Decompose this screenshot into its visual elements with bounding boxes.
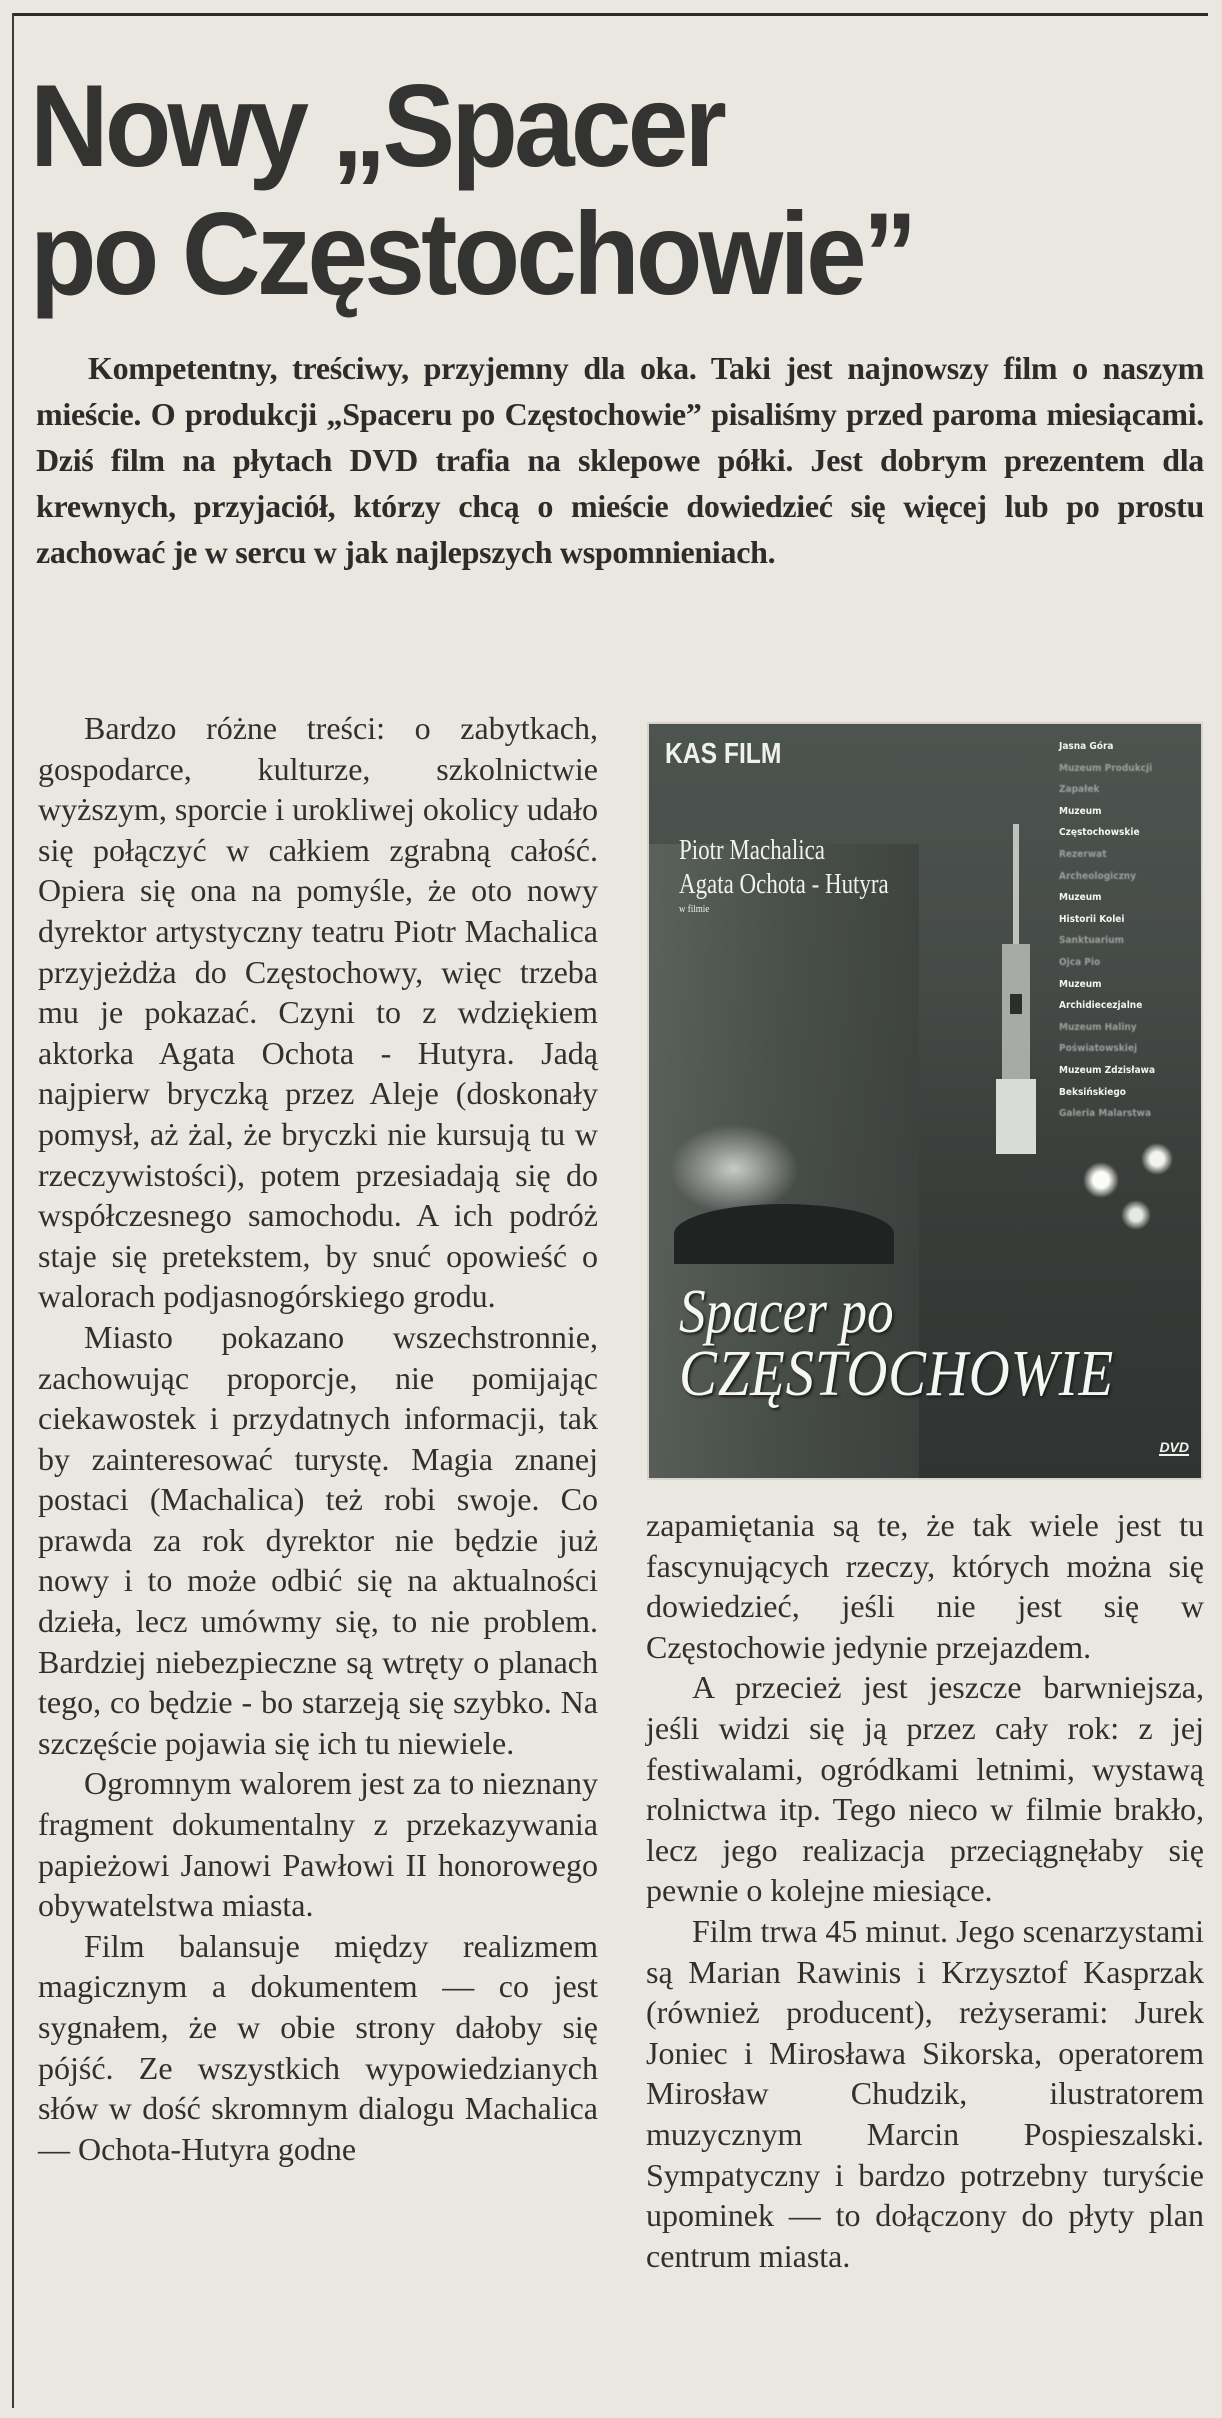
- cover-place-item: Jasna Góra: [1059, 741, 1114, 752]
- cover-jasna-gora-tower: [994, 824, 1038, 1154]
- lead-paragraph: Kompetentny, treściwy, przyjemny dla oka. Taki jest najnowszy film o naszym mieście. O produkcji „Spaceru po Częstochowie” pisaliśmy przed paroma miesiącami. Dziś film na płytach DVD trafia na sklepowe półki. Jest dobrym prezentem dla krewnych, przyjaciół, którzy chcą o mieście dowiedzieć się więcej lub po prostu zachować je w sercu w jak najlepszych wspomnieniach.: [36, 350, 1204, 570]
- left-column: [38, 708, 598, 2169]
- cover-haze: [669, 1124, 799, 1214]
- headline-line-1: Nowy „Spacer: [30, 60, 724, 191]
- tower-spire: [1013, 824, 1019, 944]
- body-paragraph: Ogromnym walorem jest za to nieznany fragment dokumentalny z przekazywania papieżowi Janowi Pawłowi II honorowego obywatelstwa miasta.: [38, 1765, 598, 1924]
- cover-place-item: Poświatowskiej: [1059, 1043, 1138, 1055]
- body-paragraph: A przecież jest jeszcze barwniejsza, jeśli widzi się ją przez cały rok: z jej festiwalami, ogródkami letnimi, wystawą rolnictwa itp. Tego nieco w filmie brakło, lecz jego realizacja przeciągnęłaby się pewnie o kolejne miesiące.: [646, 1669, 1204, 1909]
- tower-base: [996, 1079, 1036, 1154]
- cover-place-item: Archeologiczny: [1059, 870, 1137, 882]
- dvd-logo-icon: DVD: [1159, 1439, 1189, 1455]
- cover-place-item: Muzeum: [1059, 805, 1102, 817]
- cover-place-item: Muzeum: [1059, 892, 1102, 904]
- cover-title-line-1: Spacer po: [679, 1278, 894, 1346]
- cover-place-item: Ojca Pio: [1059, 956, 1101, 968]
- cover-street-lights: [1059, 1124, 1199, 1264]
- cover-cast-note: w filmie: [679, 903, 710, 915]
- cover-title-line-2: CZĘSTOCHOWIE: [679, 1337, 1115, 1410]
- cover-place-item: Zapałek: [1059, 784, 1100, 796]
- cover-place-item: Muzeum Zdzisława: [1059, 1064, 1156, 1076]
- cover-place-item: Beksińskiego: [1059, 1086, 1126, 1098]
- cover-cast-line-1: Piotr Machalica: [679, 835, 826, 866]
- headline-line-2: po Częstochowie”: [30, 188, 914, 319]
- cover-place-item: Historii Kolei: [1059, 913, 1125, 925]
- body-paragraph: Miasto pokazano wszechstronnie, zachowując proporcje, nie pomijając ciekawostek i przydatnych informacji, tak by zainteresować turystę. Magia znanej postaci (Machalica) też robi swoje. Co prawda za rok dyrektor nie będzie już nowy i to może odbić się na aktualności dzieła, lecz umówmy się, to nie problem. Bardziej niebezpieczne są wtręty o planach tego, co będzie - bo starzeją się szybko. Na szczęście pojawia się ich tu niewiele.: [38, 1318, 598, 1761]
- left-rule: [12, 13, 14, 2408]
- body-paragraph: Film balansuje między realizmem magicznym a dokumentem — co jest sygnałem, że w obie strony dałoby się pójść. Ze wszystkich wypowiedzianych słów w dość skromnym dialogu Machalica — Ochota-Hutyra godne: [38, 1927, 598, 2167]
- cover-place-item: Muzeum Haliny: [1059, 1021, 1137, 1033]
- headline: [30, 62, 1127, 318]
- cover-brand-logo: KAS FILM: [665, 738, 782, 770]
- cover-title: [679, 1278, 1115, 1410]
- body-paragraph-continued: zapamiętania są te, że tak wiele jest tu fascynujących rzeczy, których można się dowiedzieć, jeśli nie jest się w Częstochowie jedynie przejazdem.: [646, 1507, 1204, 1665]
- cover-cast-line-2: Agata Ochota - Hutyra: [679, 869, 889, 900]
- cover-cast: [679, 834, 889, 916]
- dvd-cover-image: [647, 722, 1203, 1480]
- cover-place-item: Sanktuarium: [1059, 935, 1125, 947]
- cover-places-list: [1059, 736, 1185, 1125]
- cover-place-item: Archidiecezjalne: [1059, 1000, 1143, 1012]
- cover-place-item: Rezerwat: [1059, 848, 1107, 860]
- cover-place-item: Muzeum Produkcji: [1059, 762, 1153, 774]
- cover-umbrella: [674, 1204, 894, 1264]
- tower-window: [1010, 994, 1022, 1014]
- tower-body: [1002, 944, 1030, 1094]
- body-paragraph: Film trwa 45 minut. Jego scenarzystami są Marian Rawinis i Krzysztof Kasprzak (również producent), reżyserami: Jurek Joniec i Mirosława Sikorska, operatorem Mirosław Chudzik, ilustratorem muzycznym Marcin Pospieszalski. Sympatyczny i bardzo potrzebny turyście upominek — to dołączony do płyty plan centrum miasta.: [646, 1912, 1204, 2274]
- top-rule: [12, 13, 1208, 16]
- cover-place-item: Galeria Malarstwa: [1059, 1108, 1152, 1120]
- cover-place-item: Muzeum: [1059, 978, 1102, 990]
- body-paragraph: Bardzo różne treści: o zabytkach, gospodarce, kulturze, szkolnictwie wyższym, sporcie i urokliwej okolicy udało się połączyć w całkiem zgrabną całość. Opiera się ona na pomyśle, że oto nowy dyrektor artystyczny teatru Piotr Machalica przyjeżdża do Częstochowy, więc trzeba mu je pokazać. Czyni to z wdziękiem aktorka Agata Ochota - Hutyra. Jadą najpierw bryczką przez Aleje (doskonały pomysł, aż żal, że bryczki nie kursują tu w rzeczywistości), potem przesiadają się do współczesnego samochodu. A ich podróż staje się pretekstem, by snuć opowieść o walorach podjasnogórskiego grodu.: [38, 710, 598, 1315]
- cover-place-item: Częstochowskie: [1059, 827, 1140, 839]
- right-column: [646, 1505, 1204, 2276]
